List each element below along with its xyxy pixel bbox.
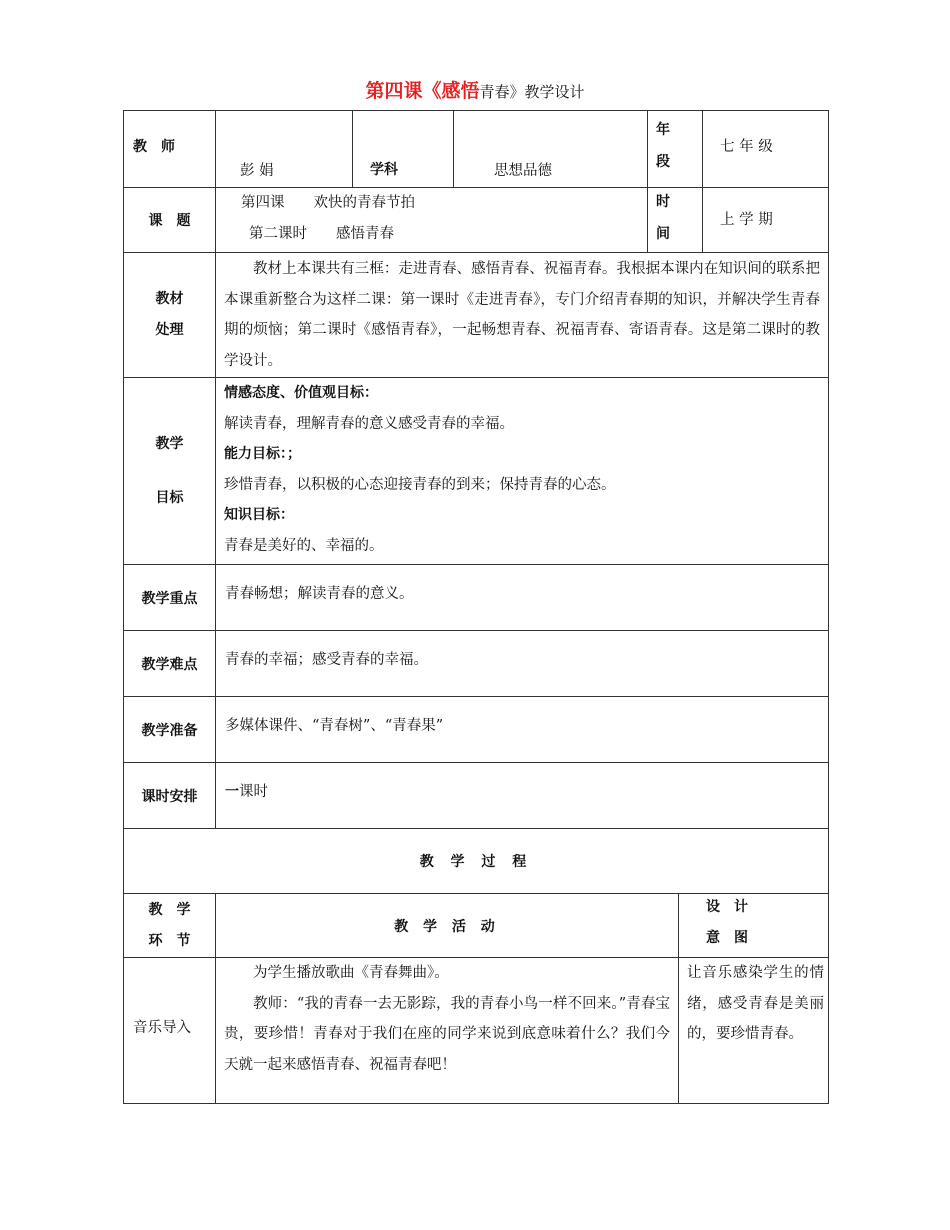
music-stage-cell [124,958,216,1104]
stage-header-1: 教 学 [148,901,191,918]
intent-header-1: 设 计 [706,899,748,915]
ability-goal-title: 能力目标：； [224,446,301,462]
difficult-label: 教学难点 [141,656,198,673]
process-heading-row [124,829,829,894]
difficult-points-row [124,631,829,697]
time-label-1: 时 [656,194,670,210]
document-title [0,76,950,103]
grade-label-2: 段 [656,154,670,170]
prep-text-cell [216,697,829,763]
goals-label-1: 教学 [155,436,184,452]
process-heading: 教 学 过 程 [419,854,533,870]
schedule-label: 课时安排 [141,788,198,805]
music-intent-cell [679,958,829,1104]
time-label-cell [648,188,703,253]
schedule-row [124,763,829,829]
goals-row [124,378,829,565]
activity-header: 教 学 活 动 [394,918,500,935]
teacher-label-cell [124,111,216,188]
subject-label: 学科 [370,162,398,178]
materials-label-1: 教材 [155,291,184,307]
grade-value: 七 年 级 [720,139,773,155]
goals-label-cell [124,378,216,565]
subject-value: 思想品德 [494,163,552,179]
topic-label-cell [124,188,216,253]
emotion-goal-title: 情感态度、价值观目标： [224,385,378,401]
difficult-text: 青春的幸福；感受青春的幸福。 [225,652,428,668]
title-rest: 青春》教学设计 [479,83,585,101]
subject-label-cell [353,111,454,188]
intent-header-2: 意 图 [706,930,748,946]
grade-label-cell [648,111,703,188]
topic-label: 课 题 [148,213,191,229]
key-text-cell [216,565,829,631]
grade-label-1: 年 [656,122,670,138]
goals-text-cell [216,378,829,565]
music-stage-label: 音乐导入 [133,1020,191,1036]
activity-header-cell [216,894,679,958]
teacher-label: 教 师 [133,139,175,155]
music-activity-cell [216,958,679,1104]
key-label-cell [124,565,216,631]
music-intent-text: 让音乐感染学生的情绪，感受青春是美丽的，要珍惜青春。 [687,965,824,1042]
schedule-text-bold: 一 [225,784,239,800]
teacher-row [124,111,829,188]
prep-text: 多媒体课件、“青春树”、“青春果” [225,718,444,734]
lesson-plan-table [123,110,829,894]
schedule-text-cell [216,763,829,829]
prep-label: 教学准备 [141,722,198,739]
key-text: 青春畅想；解读青春的意义。 [225,586,414,602]
topic-value-cell [216,188,648,253]
topic-line-2: 第二课时 感悟青春 [249,226,394,242]
process-heading-cell [124,829,829,894]
subject-value-cell [454,111,648,188]
title-highlight: 第四课《感悟 [365,80,480,102]
music-activity-p2: 教师：“我的青春一去无影踪，我的青春小鸟一样不回来。”青春宝贵，要珍惜！青春对于我们在座的同学来说到底意味着什么？我们今天就一起来感悟青春、祝福青春吧！ [224,995,670,1073]
key-points-row [124,565,829,631]
materials-label-2: 处理 [155,322,184,338]
stage-header-2: 环 节 [148,932,191,949]
schedule-text: 课时 [239,784,268,800]
teacher-name-cell [216,111,353,188]
materials-row [124,253,829,378]
materials-label-cell [124,253,216,378]
knowledge-goal-text: 青春是美好的、幸福的。 [224,537,384,554]
stage-header-cell [124,894,216,958]
key-label: 教学重点 [141,590,198,607]
goals-label-2: 目标 [155,490,184,506]
difficult-text-cell [216,631,829,697]
difficult-label-cell [124,631,216,697]
music-activity-p1: 为学生播放歌曲《青春舞曲》。 [253,965,449,981]
process-row-music [124,958,829,1104]
topic-line-1: 第四课 欢快的青春节拍 [241,195,415,211]
time-label-2: 间 [656,226,670,242]
ability-goal-text: 珍惜青春，以积极的心态迎接青春的到来；保持青春的心态。 [224,476,616,493]
knowledge-goal-title: 知识目标： [224,507,294,523]
time-value: 上 学 期 [720,212,773,228]
schedule-label-cell [124,763,216,829]
materials-text: 教材上本课共有三框：走进青春、感悟青春、祝福青春。我根据本课内在知识间的联系把本课重新整合为这样二课：第一课时《走进青春》，专门介绍青春期的知识，并解决学生青春期的烦恼；第二课时《感悟青春》，一起畅想青春、祝福青春、寄语青春。这是第二课时的教学设计。 [224,261,820,369]
preparation-row [124,697,829,763]
process-header-row [124,894,829,958]
topic-row [124,188,829,253]
time-value-cell [703,188,829,253]
intent-header-cell [679,894,829,958]
emotion-goal-text: 解读青春，理解青春的意义感受青春的幸福。 [224,415,514,432]
teacher-name: 彭 娟 [240,163,274,179]
process-table [123,893,829,1104]
grade-value-cell [703,111,829,188]
prep-label-cell [124,697,216,763]
materials-text-cell [216,253,829,378]
